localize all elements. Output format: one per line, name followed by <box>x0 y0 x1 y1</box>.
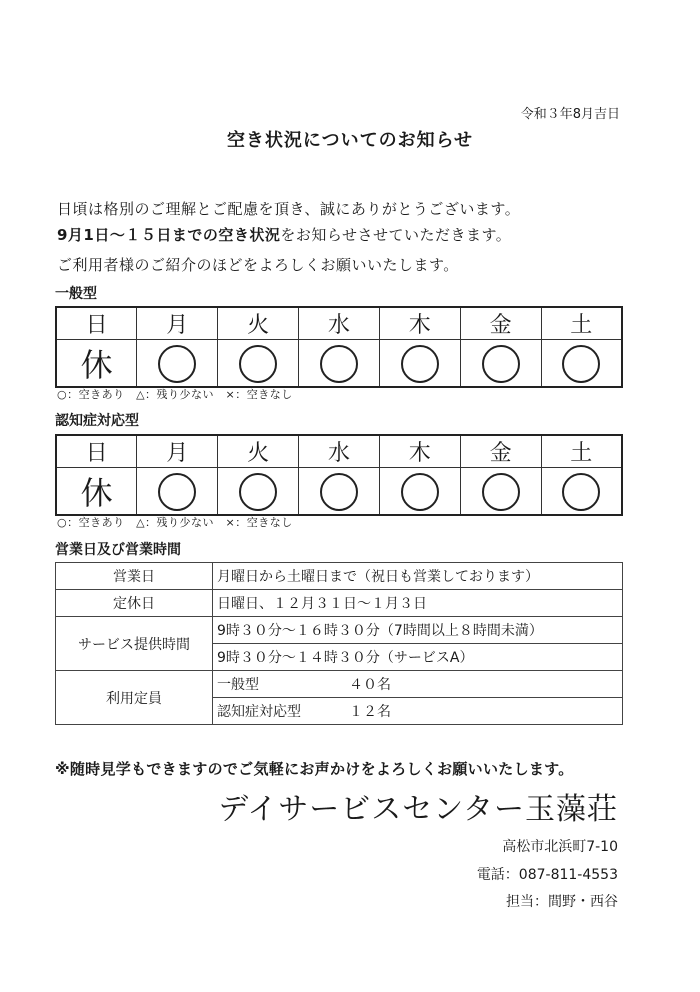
available-circle-icon <box>482 345 520 383</box>
general-type-heading: 一般型 <box>55 286 97 302</box>
service-hours-2: 9時３０分～１４時３０分（サービスA） <box>213 644 623 671</box>
phone: 電話：087-811-4553 <box>476 867 618 883</box>
intro-line-3: ご利用者様のご紹介のほどをよろしくお願いいたします。 <box>57 256 459 274</box>
capacity-dementia <box>213 698 623 725</box>
availability-cell <box>218 468 299 516</box>
address: 高松市北浜町7-10 <box>502 839 618 855</box>
available-circle-icon <box>158 345 196 383</box>
general-availability-table <box>55 306 623 388</box>
availability-legend: ○：空きあり △：残り少ない ×：空きなし <box>57 516 293 529</box>
dementia-availability-table <box>55 434 623 516</box>
day-header: 金 <box>460 307 541 340</box>
capacity-dementia-value: １２名 <box>349 704 391 720</box>
available-circle-icon <box>239 473 277 511</box>
day-header: 木 <box>379 435 460 468</box>
capacity-general <box>213 671 623 698</box>
availability-cell <box>379 340 460 388</box>
business-hours-table <box>55 562 623 725</box>
availability-cell <box>541 340 622 388</box>
day-header: 火 <box>218 307 299 340</box>
available-circle-icon <box>562 473 600 511</box>
holiday-label: 定休日 <box>56 590 213 617</box>
available-circle-icon <box>320 473 358 511</box>
availability-cell <box>460 468 541 516</box>
capacity-general-name: 一般型 <box>217 677 259 693</box>
organization-name: デイサービスセンター玉藻荘 <box>218 792 618 827</box>
business-days-label: 営業日 <box>56 563 213 590</box>
table-row <box>56 590 623 617</box>
availability-cell <box>379 468 460 516</box>
day-header: 金 <box>460 435 541 468</box>
holiday-value: 日曜日、１２月３１日～１月３日 <box>213 590 623 617</box>
availability-cell <box>541 468 622 516</box>
available-circle-icon <box>401 345 439 383</box>
day-header: 日 <box>56 435 137 468</box>
day-header: 土 <box>541 307 622 340</box>
intro-line-2 <box>57 224 511 245</box>
available-circle-icon <box>401 473 439 511</box>
dementia-type-heading: 認知症対応型 <box>55 413 139 429</box>
available-circle-icon <box>158 473 196 511</box>
day-header: 木 <box>379 307 460 340</box>
availability-cell <box>460 340 541 388</box>
available-circle-icon <box>562 345 600 383</box>
table-row <box>56 617 623 644</box>
service-hours-label: サービス提供時間 <box>56 617 213 671</box>
availability-cell <box>137 468 218 516</box>
closed-mark: 休 <box>56 340 137 388</box>
table-row <box>56 671 623 698</box>
business-days-value: 月曜日から土曜日まで（祝日も営業しております） <box>213 563 623 590</box>
day-header: 水 <box>299 307 380 340</box>
day-header: 水 <box>299 435 380 468</box>
capacity-dementia-name: 認知症対応型 <box>217 704 301 720</box>
intro-period: 9月1日～１５日までの空き状況 <box>57 226 281 244</box>
service-hours-1: 9時３０分～１６時３０分（7時間以上８時間未満） <box>213 617 623 644</box>
day-header: 月 <box>137 307 218 340</box>
capacity-label: 利用定員 <box>56 671 213 725</box>
contact-staff: 担当：間野・西谷 <box>506 894 618 910</box>
document-date: 令和３年8月吉日 <box>520 107 620 122</box>
availability-cell <box>137 340 218 388</box>
day-header: 火 <box>218 435 299 468</box>
availability-cell <box>299 340 380 388</box>
table-row <box>56 563 623 590</box>
day-header: 月 <box>137 435 218 468</box>
available-circle-icon <box>239 345 277 383</box>
visit-notice: ※随時見学もできますのでご気軽にお声かけをよろしくお願いいたします。 <box>55 760 574 778</box>
day-header: 日 <box>56 307 137 340</box>
availability-cell <box>218 340 299 388</box>
business-hours-heading: 営業日及び営業時間 <box>55 542 181 558</box>
day-header: 土 <box>541 435 622 468</box>
closed-mark: 休 <box>56 468 137 516</box>
available-circle-icon <box>320 345 358 383</box>
capacity-general-value: ４０名 <box>349 677 391 693</box>
page-title: 空き状況についてのお知らせ <box>226 130 474 151</box>
intro-line-2-rest: をお知らせさせていただきます。 <box>280 226 512 244</box>
available-circle-icon <box>482 473 520 511</box>
intro-line-1: 日頃は格別のご理解とご配慮を頂き、誠にありがとうございます。 <box>57 200 521 218</box>
availability-legend: ○：空きあり △：残り少ない ×：空きなし <box>57 388 293 401</box>
availability-cell <box>299 468 380 516</box>
